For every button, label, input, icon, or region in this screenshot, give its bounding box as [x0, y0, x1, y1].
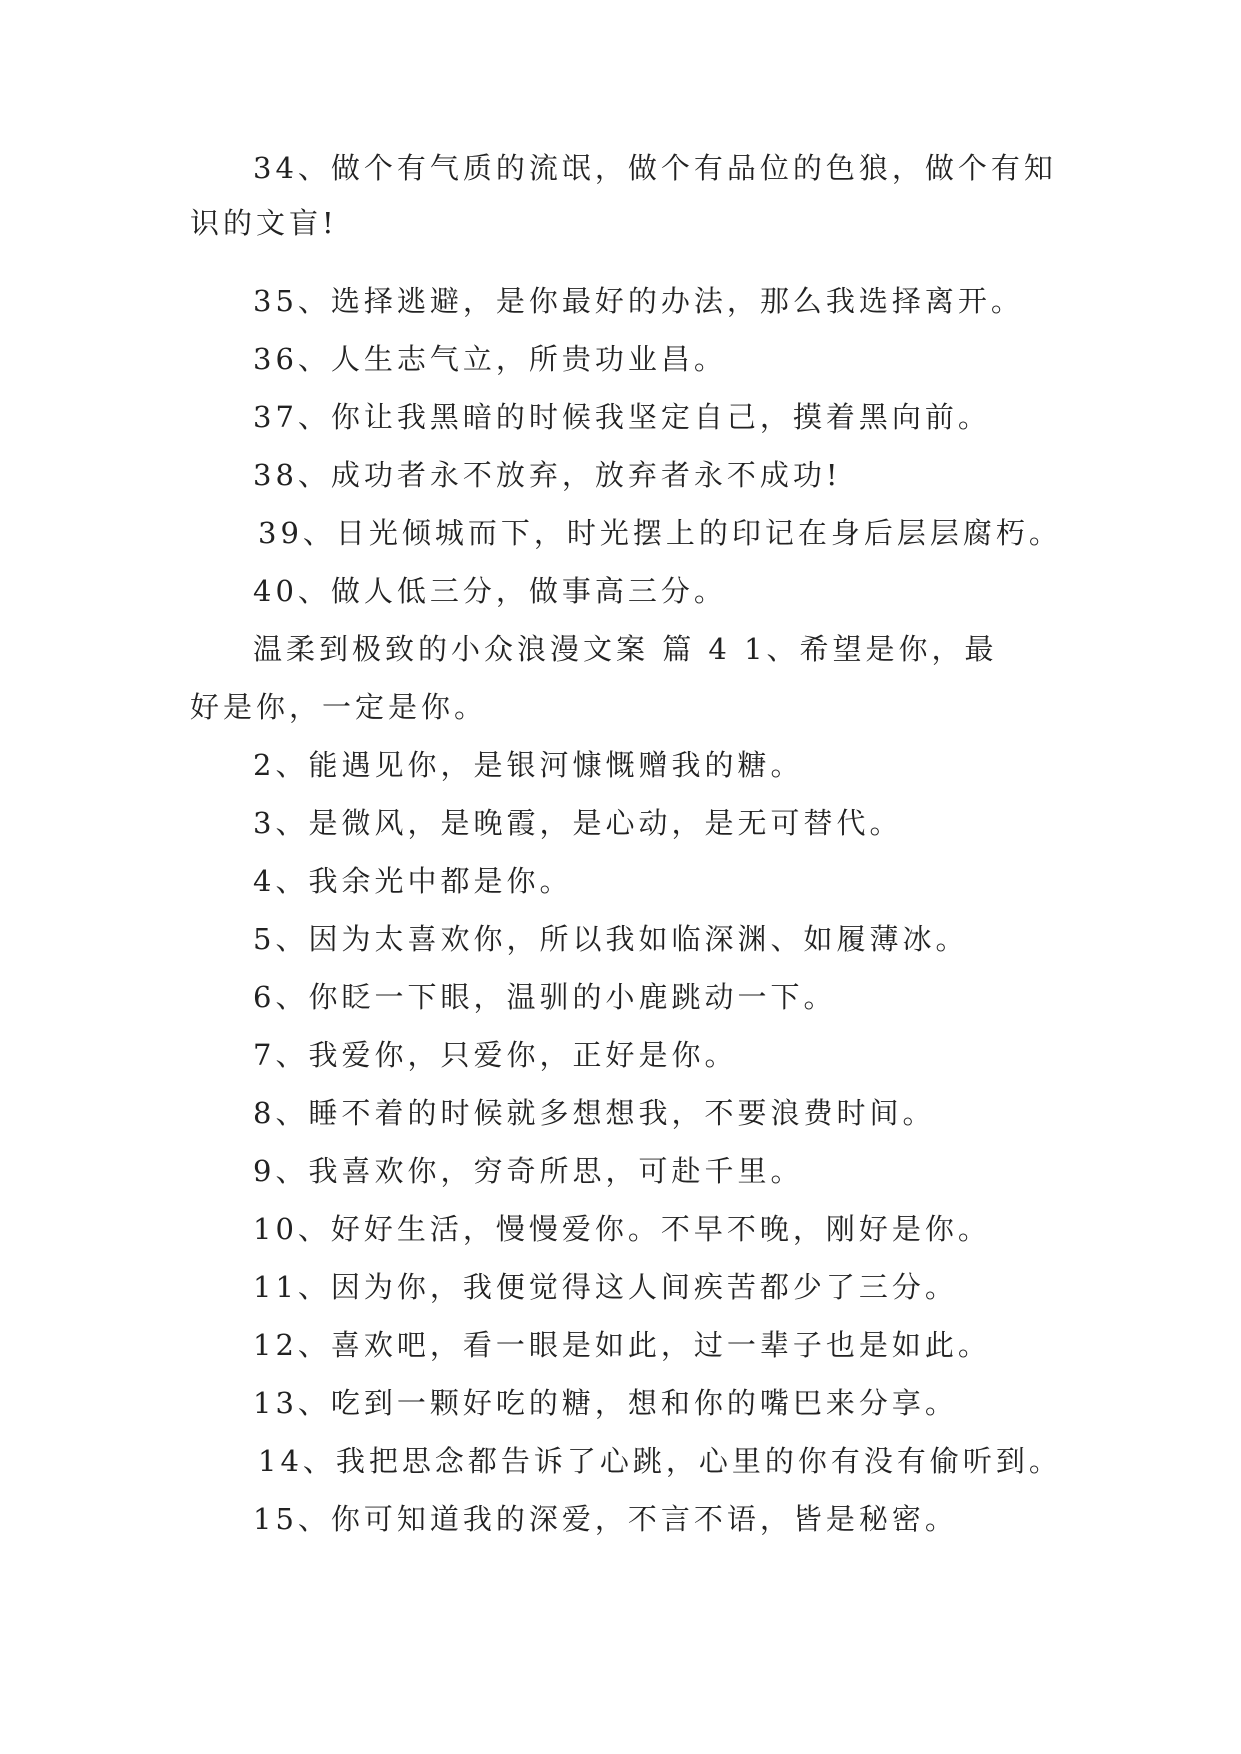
section-heading-line: 温柔到极致的小众浪漫文案 篇 4 1、希望是你，最	[253, 632, 998, 666]
text-line: 9、我喜欢你，穷奇所思，可赴千里。	[253, 1154, 804, 1188]
text-line: 好是你，一定是你。	[190, 690, 488, 724]
text-line: 4、我余光中都是你。	[253, 864, 573, 898]
text-line: 6、你眨一下眼，温驯的小鹿跳动一下。	[253, 980, 837, 1014]
text-line: 2、能遇见你，是银河慷慨赠我的糖。	[253, 748, 804, 782]
text-line: 38、成功者永不放弃，放弃者永不成功!	[253, 458, 842, 492]
text-line: 14、我把思念都告诉了心跳，心里的你有没有偷听到。	[258, 1444, 1062, 1478]
text-line: 39、日光倾城而下，时光摆上的印记在身后层层腐朽。	[258, 516, 1062, 550]
text-line: 40、做人低三分，做事高三分。	[253, 574, 727, 608]
text-line: 10、好好生活，慢慢爱你。不早不晚，刚好是你。	[253, 1212, 991, 1246]
text-line: 15、你可知道我的深爱，不言不语，皆是秘密。	[253, 1502, 958, 1536]
text-line: 35、选择逃避，是你最好的办法，那么我选择离开。	[253, 284, 1024, 318]
text-line: 13、吃到一颗好吃的糖，想和你的嘴巴来分享。	[253, 1386, 958, 1420]
text-line: 8、睡不着的时候就多想想我，不要浪费时间。	[253, 1096, 936, 1130]
text-line: 11、因为你，我便觉得这人间疾苦都少了三分。	[253, 1270, 958, 1304]
text-line: 5、因为太喜欢你，所以我如临深渊、如履薄冰。	[253, 922, 969, 956]
text-line: 7、我爱你，只爱你，正好是你。	[253, 1038, 738, 1072]
text-line: 3、是微风，是晚霞，是心动，是无可替代。	[253, 806, 903, 840]
text-line: 12、喜欢吧，看一眼是如此，过一辈子也是如此。	[253, 1328, 991, 1362]
text-line: 36、人生志气立，所贵功业昌。	[253, 342, 727, 376]
text-line: 34、做个有气质的流氓，做个有品位的色狼，做个有知	[253, 151, 1057, 185]
text-line: 识的文盲!	[190, 206, 338, 240]
text-line: 37、你让我黑暗的时候我坚定自己，摸着黑向前。	[253, 400, 991, 434]
